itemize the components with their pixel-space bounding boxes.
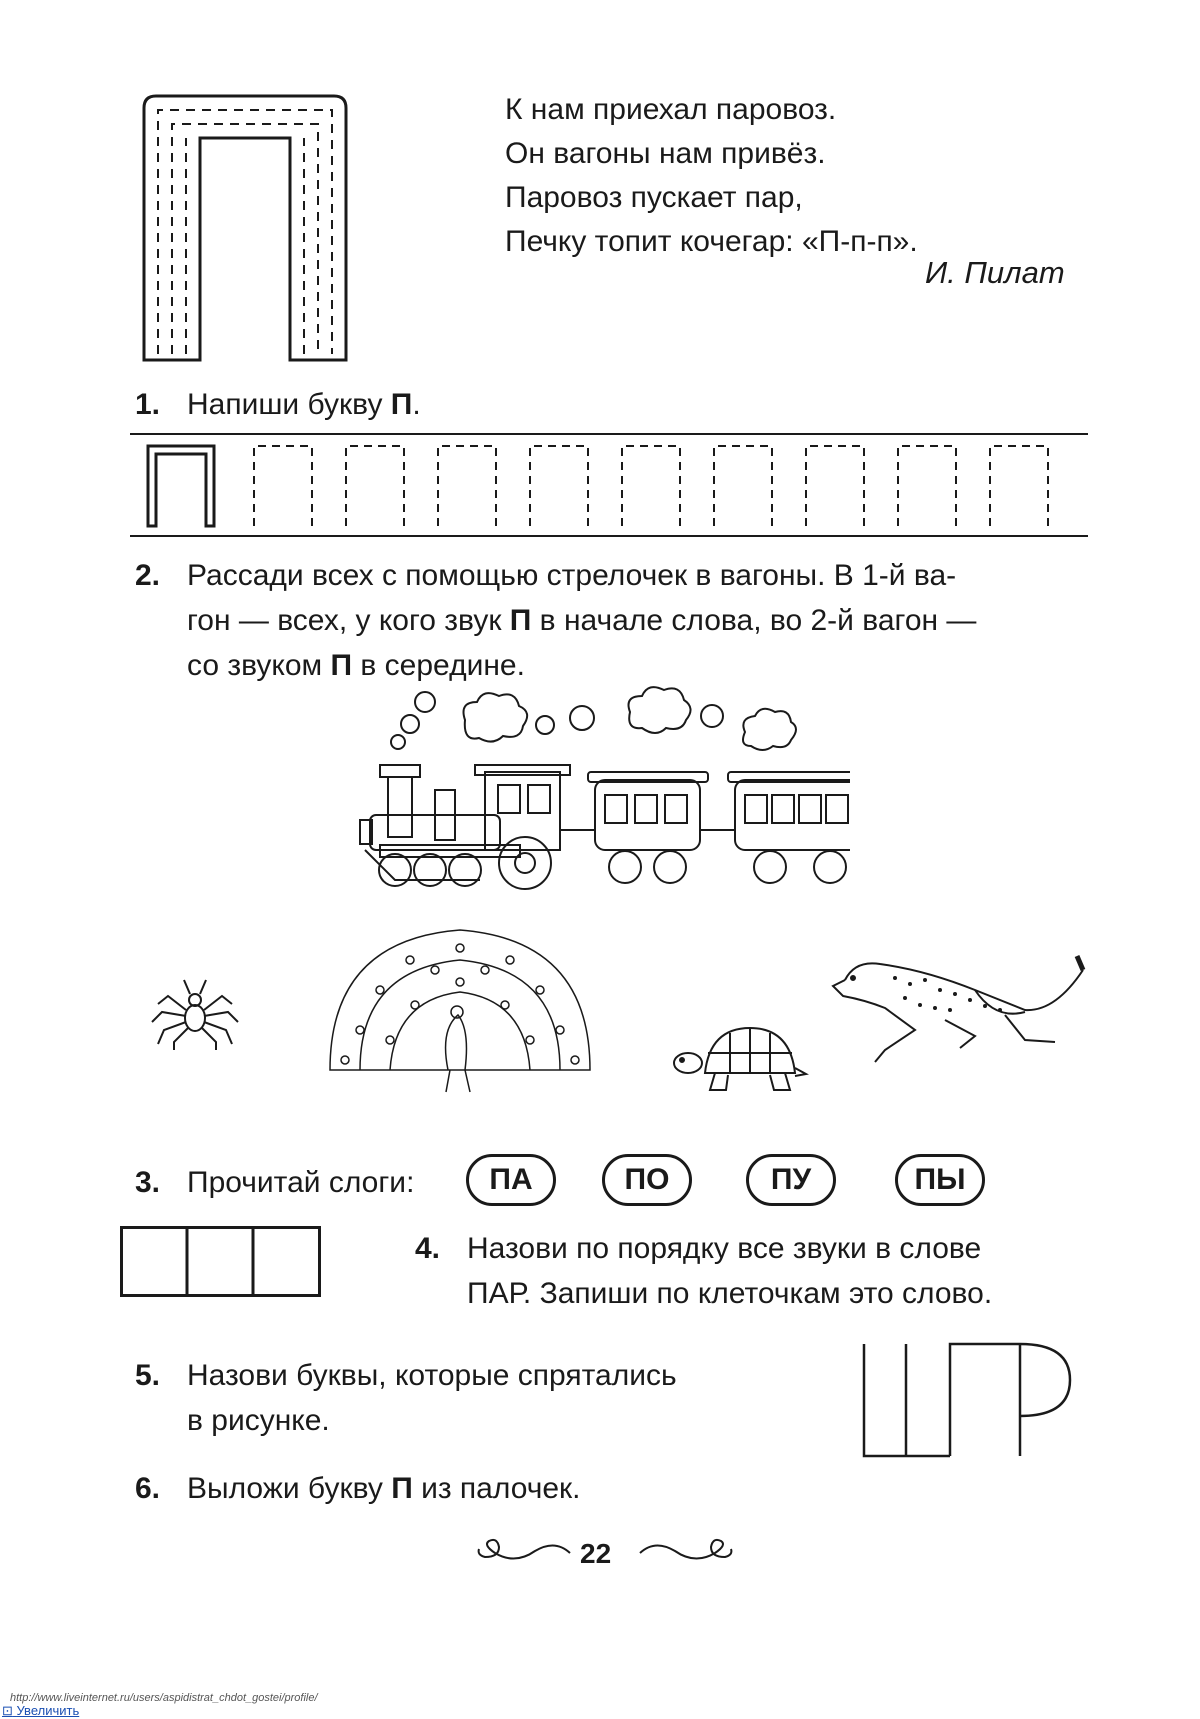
source-url: http://www.liveinternet.ru/users/aspidistrat_chdot_gostei/profile/ <box>10 1692 318 1704</box>
ornament-left <box>475 1535 575 1571</box>
task-letter: П <box>330 649 353 682</box>
task-1 <box>135 382 421 427</box>
smoke-cloud <box>743 709 796 750</box>
task-number: 3. <box>135 1166 161 1199</box>
task-text: Назови буквы, которые спрятались <box>187 1359 677 1392</box>
poem-line: Он вагоны нам привёз. <box>505 137 826 170</box>
wheel <box>814 851 846 883</box>
task-3 <box>135 1160 414 1205</box>
smoke-puff <box>701 705 723 727</box>
spider-picture[interactable] <box>150 970 240 1050</box>
task-text: в начале слова, во 2-й вагон — <box>531 604 977 637</box>
syllable-pa[interactable]: ПА <box>466 1154 556 1206</box>
smoke-puff <box>570 706 594 730</box>
task-text: в середине. <box>352 649 525 682</box>
smoke-cloud <box>629 687 691 733</box>
ornament-right <box>635 1535 735 1571</box>
word-cells[interactable] <box>120 1226 322 1298</box>
task-text: Прочитай слоги: <box>187 1166 415 1199</box>
task-number: 6. <box>135 1472 161 1505</box>
task-text: со звуком <box>187 649 331 682</box>
syllable-py[interactable]: ПЫ <box>895 1154 985 1206</box>
task-text: гон — всех, у кого звук <box>187 604 510 637</box>
task-letter: П <box>390 388 413 421</box>
zoom-icon: ⊡ <box>2 1703 13 1718</box>
page-number: 22 <box>580 1538 612 1569</box>
task-number: 1. <box>135 388 161 421</box>
writing-line[interactable] <box>130 432 1090 538</box>
task-number: 5. <box>135 1359 161 1392</box>
wheel <box>414 854 446 886</box>
task-text: в рисунке. <box>187 1404 330 1437</box>
task-6 <box>135 1466 581 1511</box>
task-text: ПАР. Запиши по клеточкам это слово. <box>467 1277 993 1310</box>
task-text: Выложи букву <box>187 1472 392 1505</box>
poem-line: К нам приехал паровоз. <box>505 93 837 126</box>
smoke-puff <box>415 692 435 712</box>
task-text: Назови по порядку все звуки в слове <box>467 1232 982 1265</box>
task-text: Напиши букву <box>187 388 391 421</box>
sample-letter-p <box>148 446 214 526</box>
smoke-cloud <box>464 693 528 741</box>
peacock-picture[interactable] <box>320 920 600 1095</box>
task-4 <box>415 1226 992 1316</box>
poem-line: Печку топит кочегар: «П-п-п». <box>505 225 918 258</box>
task-letter: П <box>391 1472 413 1505</box>
task-5 <box>135 1353 677 1443</box>
chimney <box>380 765 420 777</box>
task-text-end: . <box>412 388 421 421</box>
wheel <box>609 851 641 883</box>
syllable-pu[interactable]: ПУ <box>746 1154 836 1206</box>
cheetah-picture[interactable] <box>825 950 1090 1070</box>
smoke-puff <box>536 716 554 734</box>
turtle-picture[interactable] <box>670 1018 810 1098</box>
task-2 <box>135 553 976 688</box>
task-number: 2. <box>135 559 161 592</box>
wheel <box>654 851 686 883</box>
smoke-puff <box>391 735 405 749</box>
smoke-puff <box>401 715 419 733</box>
poem-author: И. Пилат <box>925 255 1065 290</box>
task-text-end: из палочек. <box>412 1472 581 1505</box>
task-text: Рассади всех с помощью стрелочек в вагоны. В 1-й ва- <box>187 559 957 592</box>
syllable-po[interactable]: ПО <box>602 1154 692 1206</box>
cab <box>485 772 560 850</box>
wagon-2 <box>735 780 850 850</box>
wagon-1 <box>595 780 700 850</box>
wheel <box>754 851 786 883</box>
task-letter: П <box>509 604 532 637</box>
task-number: 4. <box>415 1232 441 1265</box>
poem <box>505 88 918 264</box>
big-wheel <box>499 837 551 889</box>
train-illustration <box>350 680 850 910</box>
dashed-letter-boxes <box>254 446 1048 526</box>
wheel <box>449 854 481 886</box>
hidden-letters-drawing <box>860 1340 1075 1460</box>
big-letter-p-drawing <box>140 92 350 362</box>
poem-line: Паровоз пускает пар, <box>505 181 803 214</box>
zoom-link-label[interactable]: Увеличить <box>16 1703 80 1718</box>
